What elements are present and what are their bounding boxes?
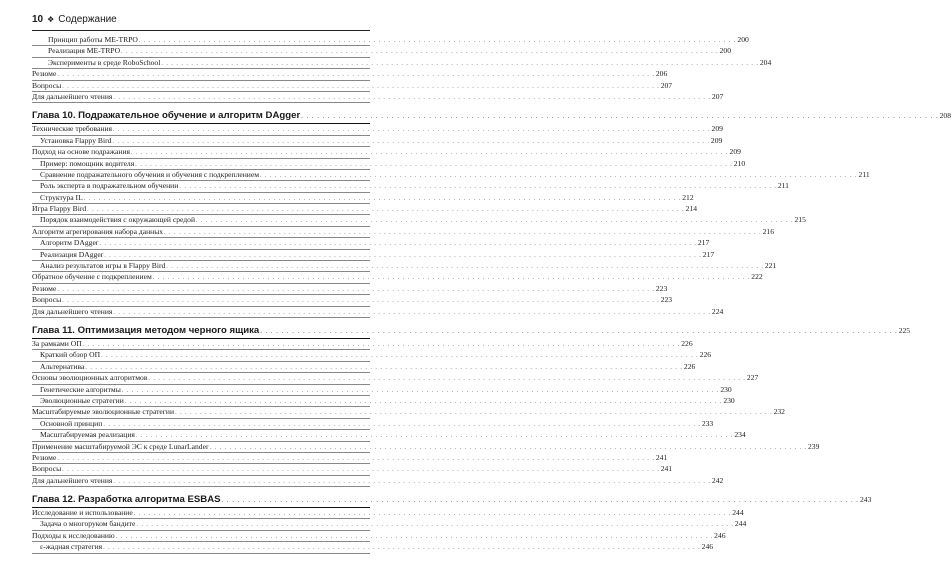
dot-leader: . . . . . . . . . . . . . . . . . . . . . . . . . . . . . . . . . . . . . . . . . . . . . . . . . . . . . . . . . . . . . . . . . . . . . . . . . . . . . . . . . . . . . . . . . . . . . . . . . . . . . . . . . . . . . . . . . . . . . . . . (148, 376, 746, 383)
toc-entry[interactable] (32, 395, 735, 407)
toc-entry-title: Эксперименты в среде RoboSchool (48, 57, 161, 67)
toc-entry-title: Роль эксперта в подражательном обучении (40, 181, 179, 191)
toc-entry-page: 244 (734, 519, 747, 529)
toc-entry-page: 211 (777, 181, 789, 191)
toc-entry-page: 207 (711, 91, 724, 101)
header-rule (32, 30, 370, 31)
dot-leader: . . . . . . . . . . . . . . . . . . . . . . . . . . . . . . . . . . . . . . . . . . . . . . . . . . . . . . . . . . . . . . . . . . . . . . . . . . . . . . . . . . . . . . . . . . . . . . . . . . . . . . . . . . . . . . . . . . . . . . . . (260, 328, 898, 335)
chapter-heading[interactable] (32, 493, 872, 508)
dot-leader: . . . . . . . . . . . . . . . . . . . . . . . . . . . . . . . . . . . . . . . . . . . . . . . . . . . . . . . . . . . . . . . . . . . . . . . . . . . . . . . . . . . . . . . . . . . . . . . . . . . . . . . . . . . . . . . . . . . . . . . . (133, 511, 732, 518)
dot-leader: . . . . . . . . . . . . . . . . . . . . . . . . . . . . . . . . . . . . . . . . . . . . . . . . . . . . . . . . . . . . . . . . . . . . . . . . . . . . . . . . . . . . . . . . . . . . . . . . . . . . . . . . . . . . . . . . . . . . . . . . (113, 309, 711, 316)
toc-entry-title: Генетические алгоритмы (40, 384, 121, 394)
toc-entry-page: 226 (683, 361, 696, 371)
dot-leader: . . . . . . . . . . . . . . . . . . . . . . . . . . . . . . . . . . . . . . . . . . . . . . . . . . . . . . . . . . . . . . . . . . . . . . . . . . . . . . . . . . . . . . . . . . . . . . . . . . . . . . . . . . . . . . . . . . . . . . . . (301, 114, 939, 121)
toc-entry[interactable] (32, 57, 772, 69)
toc-entry-title: Вопросы (32, 80, 62, 90)
toc-entry-title: Алгоритм агрегирования набора данных (32, 226, 164, 236)
toc-entry[interactable] (32, 430, 746, 441)
toc-entry-page: 226 (681, 338, 693, 348)
toc-entry[interactable] (32, 238, 710, 249)
toc-entry[interactable] (32, 124, 723, 135)
dot-leader: . . . . . . . . . . . . . . . . . . . . . . . . . . . . . . . . . . . . . . . . . . . . . . . . . . . . . . . . . . . . . . . . . . . . . . . . . . . . . . . . . . . . . . . . . . . . . . . . . . . . . . . . . . . . . . . . . . . . . . . . (113, 478, 711, 485)
toc-entry[interactable] (32, 69, 668, 80)
toc-entry-page: 221 (764, 261, 777, 271)
toc-entry-page: 239 (808, 441, 820, 451)
dot-leader: . . . . . . . . . . . . . . . . . . . . . . . . . . . . . . . . . . . . . . . . . . . . . . . . . . . . . . . . . . . . . . . . . . . . . . . . . . . . . . . . . . . . . . . . . . . . . . . . . . . . . . . . . . . . . . . . . . . . . . . . (221, 498, 859, 505)
toc-entry[interactable] (32, 384, 732, 396)
toc-entry-page: 234 (734, 430, 746, 440)
toc-entry-title: Вопросы (32, 464, 62, 474)
toc-entry[interactable] (32, 226, 774, 238)
toc-entry[interactable] (32, 158, 746, 170)
toc-entry-title: Резюме (32, 452, 57, 462)
toc-entry-page: 217 (702, 249, 715, 259)
dot-leader: . . . . . . . . . . . . . . . . . . . . . . . . . . . . . . . . . . . . . . . . . . . . . . . . . . . . . . . . . . . . . . . . . . . . . . . . . . . . . . . . . . . . . . . . . . . . . . . . . . . . . . . . . . . . . . . . . . . . . . . . (57, 455, 655, 462)
toc-entry-title: Игра Flappy Bird (32, 204, 87, 214)
toc-entry-page: 224 (711, 306, 724, 316)
dot-leader: . . . . . . . . . . . . . . . . . . . . . . . . . . . . . . . . . . . . . . . . . . . . . . . . . . . . . . . . . . . . . . . . . . . . . . . . . . . . . . . . . . . . . . . . . . . . . . . . . . . . . . . . . . . . . . . . . . . . . . . . (161, 60, 759, 67)
toc-entry-title: Принцип работы ME-TRPO (48, 35, 138, 44)
dot-leader: . . . . . . . . . . . . . . . . . . . . . . . . . . . . . . . . . . . . . . . . . . . . . . . . . . . . . . . . . . . . . . . . . . . . . . . . . . . . . . . . . . . . . . . . . . . . . . . . . . . . . . . . . . . . . . . . . . . . . . . . (83, 195, 682, 202)
toc-entry-title: Реализация DAgger (40, 249, 104, 259)
toc-entry-title: Задача о многоруком бандите (40, 519, 136, 529)
dot-leader: . . . . . . . . . . . . . . . . . . . . . . . . . . . . . . . . . . . . . . . . . . . . . . . . . . . . . . . . . . . . . . . . . . . . . . . . . . . . . . . . . . . . . . . . . . . . . . . . . . . . . . . . . . . . . . . . . . . . . . . . (62, 298, 660, 305)
toc-entry-title: Пример: помощник водителя (40, 158, 135, 168)
toc-entry-page: 242 (711, 475, 724, 485)
toc-entry-title: Масштабируемые эволюционные стратегии (32, 407, 175, 417)
toc-entry-title: Основной принцип (40, 418, 103, 428)
toc-entry-title: Установка Flappy Bird (40, 135, 112, 145)
dot-leader: . . . . . . . . . . . . . . . . . . . . . . . . . . . . . . . . . . . . . . . . . . . . . . . . . . . . . . . . . . . . . . . . . . . . . . . . . . . . . . . . . . . . . . . . . . . . . . . . . . . . . . . . . . . . . . . . . . . . . . . . (103, 421, 701, 428)
toc-entry-page: 223 (660, 295, 673, 305)
toc-entry[interactable] (32, 530, 726, 542)
dot-leader: . . . . . . . . . . . . . . . . . . . . . . . . . . . . . . . . . . . . . . . . . . . . . . . . . . . . . . . . . . . . . . . . . . . . . . . . . . . . . . . . . . . . . . . . . . . . . . . . . . . . . . . . . . . . . . . . . . . . . . . . (113, 94, 711, 101)
table-of-contents (32, 35, 951, 554)
toc-entry[interactable] (32, 249, 715, 261)
chapter-heading[interactable] (32, 109, 951, 124)
page-number: 10 (32, 13, 44, 25)
toc-entry[interactable] (32, 295, 673, 306)
toc-entry-page: 225 (898, 325, 911, 335)
toc-entry-page: 226 (699, 350, 712, 360)
toc-entry-page: 212 (682, 192, 694, 202)
toc-entry-page: 206 (655, 69, 668, 79)
toc-entry[interactable] (32, 272, 763, 283)
toc-entry-page: 200 (737, 35, 749, 44)
toc-entry-title: Применение масштабируемой ЭС к среде LunarLander (32, 441, 209, 451)
dot-leader: . . . . . . . . . . . . . . . . . . . . . . . . . . . . . . . . . . . . . . . . . . . . . . . . . . . . . . . . . . . . . . . . . . . . . . . . . . . . . . . . . . . . . . . . . . . . . . . . . . . . . . . . . . . . . . . . . . . . . . . . (121, 387, 720, 394)
dot-leader: . . . . . . . . . . . . . . . . . . . . . . . . . . . . . . . . . . . . . . . . . . . . . . . . . . . . . . . . . . . . . . . . . . . . . . . . . . . . . . . . . . . . . . . . . . . . . . . . . . . . . . . . . . . . . . . . . . . . . . . . (85, 364, 683, 371)
toc-entry[interactable] (32, 508, 744, 519)
toc-entry-page: 243 (859, 495, 872, 505)
dot-leader: . . . . . . . . . . . . . . . . . . . . . . . . . . . . . . . . . . . . . . . . . . . . . . . . . . . . . . . . . . . . . . . . . . . . . . . . . . . . . . . . . . . . . . . . . . . . . . . . . . . . . . . . . . . . . . . . . . . . . . . . (136, 522, 734, 529)
toc-entry-title: Глава 10. Подражательное обучение и алгоритм DAgger (32, 110, 301, 122)
toc-entry-title: Структура IL (40, 192, 83, 202)
toc-entry[interactable] (32, 46, 731, 57)
dot-leader: . . . . . . . . . . . . . . . . . . . . . . . . . . . . . . . . . . . . . . . . . . . . . . . . . . . . . . . . . . . . . . . . . . . . . . . . . . . . . . . . . . . . . . . . . . . . . . . . . . . . . . . . . . . . . . . . . . . . . . . . (175, 410, 773, 417)
toc-entry[interactable] (32, 147, 741, 158)
toc-entry-title: Сравнение подражательного обучения и обучения с подкреплением (40, 169, 260, 179)
toc-entry[interactable] (32, 306, 724, 318)
dot-leader: . . . . . . . . . . . . . . . . . . . . . . . . . . . . . . . . . . . . . . . . . . . . . . . . . . . . . . . . . . . . . . . . . . . . . . . . . . . . . . . . . . . . . . . . . . . . . . . . . . . . . . . . . . . . . . . . . . . . . . . . (62, 467, 660, 474)
dot-leader: . . . . . . . . . . . . . . . . . . . . . . . . . . . . . . . . . . . . . . . . . . . . . . . . . . . . . . . . . . . . . . . . . . . . . . . . . . . . . . . . . . . . . . . . . . . . . . . . . . . . . . . . . . . . . . . . . . . . . . . . (82, 341, 681, 348)
dot-leader: . . . . . . . . . . . . . . . . . . . . . . . . . . . . . . . . . . . . . . . . . . . . . . . . . . . . . . . . . . . . . . . . . . . . . . . . . . . . . . . . . . . . . . . . . . . . . . . . . . . . . . . . . . . . . . . . . . . . . . . . (124, 398, 723, 405)
toc-entry[interactable] (32, 35, 749, 46)
dot-leader: . . . . . . . . . . . . . . . . . . . . . . . . . . . . . . . . . . . . . . . . . . . . . . . . . . . . . . . . . . . . . . . . . . . . . . . . . . . . . . . . . . . . . . . . . . . . . . . . . . . . . . . . . . . . . . . . . . . . . . . . (99, 241, 697, 248)
toc-entry-title: Технические требования (32, 124, 113, 134)
dot-leader: . . . . . . . . . . . . . . . . . . . . . . . . . . . . . . . . . . . . . . . . . . . . . . . . . . . . . . . . . . . . . . . . . . . . . . . . . . . . . . . . . . . . . . . . . . . . . . . . . . . . . . . . . . . . . . . . . . . . . . . . (260, 172, 858, 179)
dot-leader: . . . . . . . . . . . . . . . . . . . . . . . . . . . . . . . . . . . . . . . . . . . . . . . . . . . . . . . . . . . . . . . . . . . . . . . . . . . . . . . . . . . . . . . . . . . . . . . . . . . . . . . . . . . . . . . . . . . . . . . . (179, 184, 777, 191)
toc-entry-page: 222 (751, 272, 763, 282)
dot-leader: . . . . . . . . . . . . . . . . . . . . . . . . . . . . . . . . . . . . . . . . . . . . . . . . . . . . . . . . . . . . . . . . . . . . . . . . . . . . . . . . . . . . . . . . . . . . . . . . . . . . . . . . . . . . . . . . . . . . . . . . (62, 83, 660, 90)
toc-entry[interactable] (32, 80, 673, 92)
dot-leader: . . . . . . . . . . . . . . . . . . . . . . . . . . . . . . . . . . . . . . . . . . . . . . . . . . . . . . . . . . . . . . . . . . . . . . . . . . . . . . . . . . . . . . . . . . . . . . . . . . . . . . . . . . . . . . . . . . . . . . . . (113, 127, 711, 134)
toc-entry[interactable] (32, 350, 712, 361)
toc-entry[interactable] (32, 204, 698, 215)
dot-leader: . . . . . . . . . . . . . . . . . . . . . . . . . . . . . . . . . . . . . . . . . . . . . . . . . . . . . . . . . . . . . . . . . . . . . . . . . . . . . . . . . . . . . . . . . . . . . . . . . . . . . . . . . . . . . . . . . . . . . . . . (112, 138, 710, 145)
toc-entry-title: Альтернатива (40, 361, 85, 371)
toc-entry[interactable] (32, 169, 870, 181)
toc-entry-title: Резюме (32, 69, 57, 79)
toc-entry[interactable] (32, 215, 806, 226)
running-header (32, 10, 370, 28)
toc-entry-page: 215 (794, 215, 806, 225)
toc-entry-page: 210 (733, 158, 746, 168)
toc-entry-page: 233 (701, 418, 714, 428)
dot-leader: . . . . . . . . . . . . . . . . . . . . . . . . . . . . . . . . . . . . . . . . . . . . . . . . . . . . . . . . . . . . . . . . . . . . . . . . . . . . . . . . . . . . . . . . . . . . . . . . . . . . . . . . . . . . . . . . . . . . . . . . (135, 433, 734, 440)
toc-entry[interactable] (32, 542, 714, 553)
toc-entry[interactable] (32, 283, 668, 295)
toc-entry-title: ε-жадная стратегия (40, 542, 103, 552)
toc-entry-page: 246 (714, 530, 726, 540)
toc-entry-page: 209 (729, 147, 741, 157)
toc-entry-title: Реализация ME-TRPO (48, 46, 121, 56)
toc-entry[interactable] (32, 441, 820, 453)
toc-entry-title: Для дальнейшего чтения (32, 306, 113, 316)
dot-leader: . . . . . . . . . . . . . . . . . . . . . . . . . . . . . . . . . . . . . . . . . . . . . . . . . . . . . . . . . . . . . . . . . . . . . . . . . . . . . . . . . . . . . . . . . . . . . . . . . . . . . . . . . . . . . . . . . . . . . . . . (87, 207, 685, 214)
toc-entry-title: Масштабируемая реализация (40, 430, 135, 440)
dot-leader: . . . . . . . . . . . . . . . . . . . . . . . . . . . . . . . . . . . . . . . . . . . . . . . . . . . . . . . . . . . . . . . . . . . . . . . . . . . . . . . . . . . . . . . . . . . . . . . . . . . . . . . . . . . . . . . . . . . . . . . . (131, 150, 729, 157)
toc-entry[interactable] (32, 91, 724, 103)
toc-entry[interactable] (32, 135, 723, 147)
toc-entry-title: Подход на основе подражания (32, 147, 131, 157)
toc-entry-page: 223 (655, 283, 668, 293)
dot-leader: . . . . . . . . . . . . . . . . . . . . . . . . . . . . . . . . . . . . . . . . . . . . . . . . . . . . . . . . . . . . . . . . . . . . . . . . . . . . . . . . . . . . . . . . . . . . . . . . . . . . . . . . . . . . . . . . . . . . . . . . (57, 286, 655, 293)
dot-leader: . . . . . . . . . . . . . . . . . . . . . . . . . . . . . . . . . . . . . . . . . . . . . . . . . . . . . . . . . . . . . . . . . . . . . . . . . . . . . . . . . . . . . . . . . . . . . . . . . . . . . . . . . . . . . . . . . . . . . . . . (115, 533, 714, 540)
toc-entry[interactable] (32, 192, 694, 204)
toc-entry-page: 211 (858, 169, 870, 179)
toc-entry-page: 241 (655, 452, 668, 462)
toc-entry-title: Для дальнейшего чтения (32, 475, 113, 485)
chapter-heading[interactable] (32, 324, 911, 339)
toc-entry-title: Основы эволюционных алгоритмов (32, 373, 148, 383)
toc-entry-page: 214 (685, 204, 698, 214)
toc-entry-title: Эволюционные стратегии (40, 395, 124, 405)
toc-entry-page: 200 (719, 46, 731, 56)
toc-entry-title: За рамками ОП (32, 338, 82, 348)
toc-entry-title: Краткий обзор ОП (40, 350, 101, 360)
toc-entry[interactable] (32, 418, 714, 430)
toc-entry-page: 241 (660, 464, 673, 474)
toc-entry[interactable] (32, 373, 759, 384)
toc-entry-page: 246 (701, 542, 714, 552)
dot-leader: . . . . . . . . . . . . . . . . . . . . . . . . . . . . . . . . . . . . . . . . . . . . . . . . . . . . . . . . . . . . . . . . . . . . . . . . . . . . . . . . . . . . . . . . . . . . . . . . . . . . . . . . . . . . . . . . . . . . . . . . (209, 444, 807, 451)
toc-page (32, 10, 951, 554)
toc-entry-title: Подходы к исследованию (32, 530, 115, 540)
dot-leader: . . . . . . . . . . . . . . . . . . . . . . . . . . . . . . . . . . . . . . . . . . . . . . . . . . . . . . . . . . . . . . . . . . . . . . . . . . . . . . . . . . . . . . . . . . . . . . . . . . . . . . . . . . . . . . . . . . . . . . . . (166, 264, 764, 271)
toc-entry-page: 244 (732, 508, 744, 518)
toc-entry[interactable] (32, 452, 668, 464)
toc-entry-title: Вопросы (32, 295, 62, 305)
toc-entry-title: Глава 12. Разработка алгоритма ESBAS (32, 494, 221, 506)
toc-entry-title: Для дальнейшего чтения (32, 91, 113, 101)
toc-entry-title: Исследование и использование (32, 508, 133, 518)
dot-leader: . . . . . . . . . . . . . . . . . . . . . . . . . . . . . . . . . . . . . . . . . . . . . . . . . . . . . . . . . . . . . . . . . . . . . . . . . . . . . . . . . . . . . . . . . . . . . . . . . . . . . . . . . . . . . . . . . . . . . . . . (135, 161, 733, 168)
dot-leader: . . . . . . . . . . . . . . . . . . . . . . . . . . . . . . . . . . . . . . . . . . . . . . . . . . . . . . . . . . . . . . . . . . . . . . . . . . . . . . . . . . . . . . . . . . . . . . . . . . . . . . . . . . . . . . . . . . . . . . . . (138, 38, 737, 44)
toc-entry[interactable] (32, 361, 696, 373)
dot-leader: . . . . . . . . . . . . . . . . . . . . . . . . . . . . . . . . . . . . . . . . . . . . . . . . . . . . . . . . . . . . . . . . . . . . . . . . . . . . . . . . . . . . . . . . . . . . . . . . . . . . . . . . . . . . . . . . . . . . . . . . (101, 353, 699, 360)
toc-entry[interactable] (32, 338, 693, 350)
toc-entry-title: Алгоритм DAgger (40, 238, 99, 248)
toc-entry-title: Анализ результатов игры в Flappy Bird (40, 261, 166, 271)
toc-entry-title: Глава 11. Оптимизация методом черного ящика (32, 324, 260, 336)
toc-entry-page: 217 (697, 238, 710, 248)
dot-leader: . . . . . . . . . . . . . . . . . . . . . . . . . . . . . . . . . . . . . . . . . . . . . . . . . . . . . . . . . . . . . . . . . . . . . . . . . . . . . . . . . . . . . . . . . . . . . . . . . . . . . . . . . . . . . . . . . . . . . . . . (196, 218, 794, 225)
toc-entry-title: Резюме (32, 283, 57, 293)
toc-entry[interactable] (32, 464, 673, 475)
toc-entry[interactable] (32, 261, 777, 272)
toc-entry-page: 227 (746, 373, 759, 383)
toc-entry[interactable] (32, 181, 789, 192)
toc-entry-page: 208 (939, 111, 951, 121)
toc-entry-page: 232 (773, 407, 785, 417)
dot-leader: . . . . . . . . . . . . . . . . . . . . . . . . . . . . . . . . . . . . . . . . . . . . . . . . . . . . . . . . . . . . . . . . . . . . . . . . . . . . . . . . . . . . . . . . . . . . . . . . . . . . . . . . . . . . . . . . . . . . . . . . (104, 252, 702, 259)
diamond-icon: ❖ (47, 14, 55, 24)
toc-entry-page: 230 (723, 395, 735, 405)
dot-leader: . . . . . . . . . . . . . . . . . . . . . . . . . . . . . . . . . . . . . . . . . . . . . . . . . . . . . . . . . . . . . . . . . . . . . . . . . . . . . . . . . . . . . . . . . . . . . . . . . . . . . . . . . . . . . . . . . . . . . . . . (164, 229, 762, 236)
toc-entry-page: 209 (710, 135, 723, 145)
toc-entry-page: 216 (762, 226, 774, 236)
dot-leader: . . . . . . . . . . . . . . . . . . . . . . . . . . . . . . . . . . . . . . . . . . . . . . . . . . . . . . . . . . . . . . . . . . . . . . . . . . . . . . . . . . . . . . . . . . . . . . . . . . . . . . . . . . . . . . . . . . . . . . . . (152, 275, 751, 282)
dot-leader: . . . . . . . . . . . . . . . . . . . . . . . . . . . . . . . . . . . . . . . . . . . . . . . . . . . . . . . . . . . . . . . . . . . . . . . . . . . . . . . . . . . . . . . . . . . . . . . . . . . . . . . . . . . . . . . . . . . . . . . . (57, 72, 655, 79)
toc-entry-title: Порядок взаимодействия с окружающей средой (40, 215, 196, 225)
toc-entry-page: 204 (759, 57, 772, 67)
running-title: Содержание (58, 13, 117, 25)
toc-entry-page: 230 (720, 384, 732, 394)
toc-entry-page: 209 (711, 124, 723, 134)
toc-entry-title: Обратное обучение с подкреплением (32, 272, 152, 282)
toc-entry-page: 207 (660, 80, 673, 90)
toc-entry[interactable] (32, 407, 785, 418)
dot-leader: . . . . . . . . . . . . . . . . . . . . . . . . . . . . . . . . . . . . . . . . . . . . . . . . . . . . . . . . . . . . . . . . . . . . . . . . . . . . . . . . . . . . . . . . . . . . . . . . . . . . . . . . . . . . . . . . . . . . . . . . (121, 49, 719, 56)
dot-leader: . . . . . . . . . . . . . . . . . . . . . . . . . . . . . . . . . . . . . . . . . . . . . . . . . . . . . . . . . . . . . . . . . . . . . . . . . . . . . . . . . . . . . . . . . . . . . . . . . . . . . . . . . . . . . . . . . . . . . . . . (103, 545, 701, 552)
toc-entry[interactable] (32, 475, 724, 487)
toc-entry[interactable] (32, 519, 747, 530)
